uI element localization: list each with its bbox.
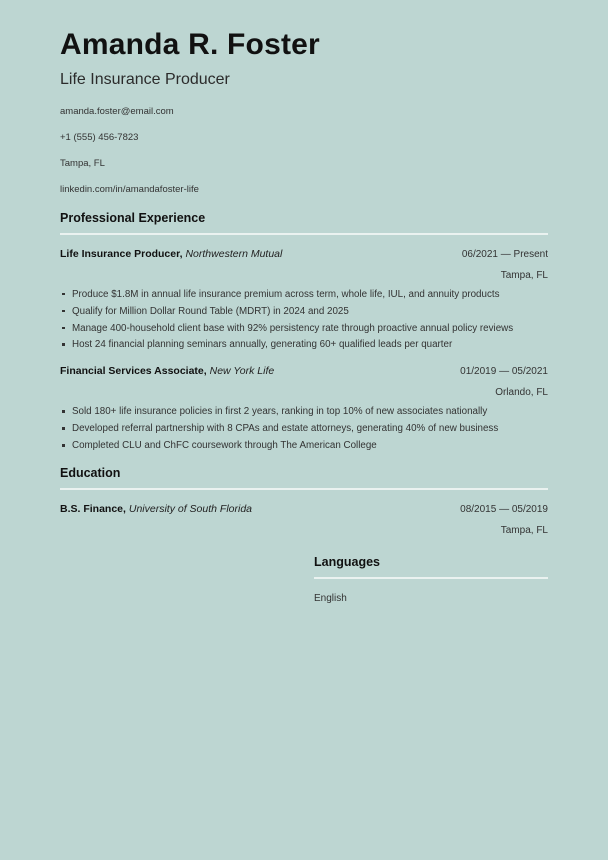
experience-entry-right [408, 248, 548, 282]
list-item: Manage 400-household client base with 92% persistency rate through proactive annual policy reviews [60, 321, 548, 337]
section-education [60, 466, 548, 537]
experience-dates: 06/2021 — Present [461, 248, 548, 260]
education-entry-left [60, 503, 394, 516]
experience-entry-right [408, 365, 548, 399]
list-item: Qualify for Million Dollar Round Table (MDRT) in 2024 and 2025 [60, 304, 548, 320]
education-title-line [60, 503, 394, 516]
list-item: Developed referral partnership with 8 CPAs and estate attorneys, generating 40% of new business [60, 421, 548, 437]
experience-role: Financial Services Associate, [60, 365, 207, 378]
section-rule-languages [314, 577, 548, 579]
list-item: Completed CLU and ChFC coursework through The American College [60, 438, 548, 454]
education-entry [60, 503, 548, 537]
language-item: English [314, 592, 347, 604]
section-languages [314, 555, 548, 605]
contact-block [60, 107, 548, 195]
experience-entry-left [60, 248, 394, 261]
experience-location: Orlando, FL [495, 387, 548, 399]
education-school: University of South Florida [128, 502, 252, 515]
experience-entry-left [60, 365, 394, 378]
section-professional-experience [60, 211, 548, 454]
section-heading-languages: Languages [314, 554, 380, 569]
experience-org: New York Life [209, 365, 275, 378]
education-entry-row [60, 503, 548, 537]
experience-role: Life Insurance Producer, [60, 247, 183, 260]
section-heading-experience: Professional Experience [60, 210, 206, 225]
experience-bullet-list [60, 287, 548, 353]
candidate-job-title: Life Insurance Producer [60, 70, 230, 88]
education-dates: 08/2015 — 05/2019 [460, 503, 548, 515]
section-rule-education [60, 488, 548, 490]
experience-location: Tampa, FL [500, 269, 548, 281]
resume-header [60, 0, 548, 89]
candidate-name: Amanda R. Foster [60, 28, 320, 61]
experience-entry [60, 365, 548, 454]
experience-entry-row [60, 248, 548, 282]
experience-entry [60, 248, 548, 353]
section-heading-education: Education [60, 465, 121, 480]
experience-title-line [60, 248, 394, 261]
contact-location: Tampa, FL [60, 157, 105, 169]
list-item: Host 24 financial planning seminars annually, generating 60+ qualified leads per quarter [60, 337, 548, 353]
contact-linkedin[interactable]: linkedin.com/in/amandafoster-life [60, 183, 199, 195]
experience-entry-row [60, 365, 548, 399]
section-rule-experience [60, 233, 548, 235]
experience-bullet-list [60, 404, 548, 454]
experience-title-line [60, 365, 394, 378]
education-entry-right [408, 503, 548, 537]
list-item: Produce $1.8M in annual life insurance premium across term, whole life, IUL, and annuity products [60, 287, 548, 303]
contact-email[interactable]: amanda.foster@email.com [60, 105, 174, 117]
experience-org: Northwestern Mutual [185, 247, 283, 260]
education-degree: B.S. Finance, [60, 502, 126, 515]
experience-dates: 01/2019 — 05/2021 [460, 366, 548, 378]
list-item: Sold 180+ life insurance policies in first 2 years, ranking in top 10% of new associates nationally [60, 404, 548, 420]
education-location: Tampa, FL [500, 524, 548, 536]
contact-phone[interactable]: +1 (555) 456-7823 [60, 131, 139, 143]
